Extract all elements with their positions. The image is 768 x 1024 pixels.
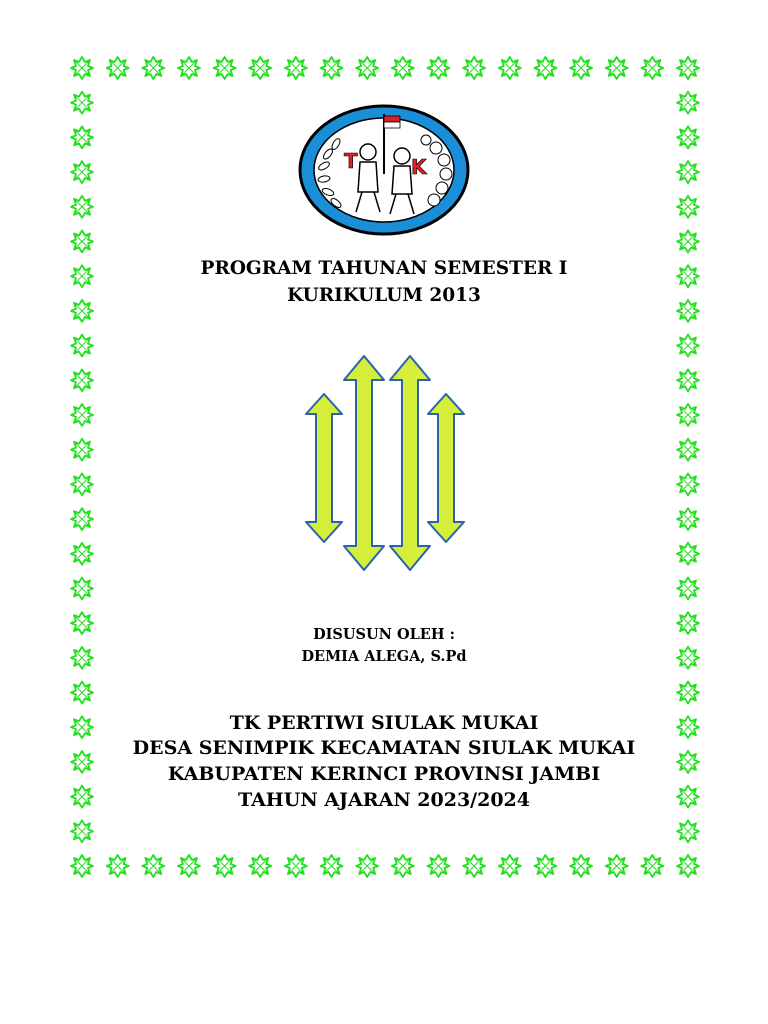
institution-line3: KABUPATEN KERINCI PROVINSI JAMBI — [167, 763, 601, 785]
leaf-icon — [107, 855, 129, 877]
leaf-icon — [534, 57, 556, 79]
leaf-icon — [178, 57, 200, 79]
institution-line1: TK PERTIWI SIULAK MUKAI — [229, 712, 539, 734]
leaf-icon — [677, 335, 699, 357]
leaf-icon — [71, 126, 93, 148]
leaf-icon — [677, 369, 699, 391]
leaf-icon — [142, 57, 164, 79]
leaf-icon — [677, 230, 699, 252]
leaf-icon — [392, 57, 414, 79]
leaf-icon — [677, 57, 699, 79]
leaf-icon — [677, 196, 699, 218]
leaf-icon — [677, 682, 699, 704]
leaf-icon — [71, 196, 93, 218]
decorative-arrows — [300, 350, 470, 575]
leaf-icon — [142, 855, 164, 877]
leaf-icon — [71, 230, 93, 252]
leaf-icon — [71, 404, 93, 426]
author-label: DISUSUN OLEH : — [313, 626, 455, 643]
leaf-icon — [677, 126, 699, 148]
leaf-icon — [499, 57, 521, 79]
logo-letter-k: K — [411, 155, 427, 179]
leaf-icon — [677, 404, 699, 426]
leaf-icon — [285, 855, 307, 877]
leaf-icon — [641, 855, 663, 877]
leaf-icon — [463, 57, 485, 79]
tk-emblem-icon — [298, 104, 470, 236]
leaf-icon — [392, 855, 414, 877]
leaf-icon — [677, 855, 699, 877]
program-title-line1: PROGRAM TAHUNAN SEMESTER I — [200, 258, 568, 279]
leaf-icon — [178, 855, 200, 877]
leaf-icon — [534, 855, 556, 877]
leaf-icon — [499, 855, 521, 877]
leaf-icon — [71, 92, 93, 114]
leaf-icon — [321, 855, 343, 877]
leaf-icon — [249, 57, 271, 79]
leaf-icon — [427, 57, 449, 79]
leaf-icon — [214, 855, 236, 877]
leaf-icon — [677, 473, 699, 495]
leaf-icon — [71, 543, 93, 565]
leaf-icon — [71, 682, 93, 704]
leaf-icon — [641, 57, 663, 79]
leaf-icon — [71, 57, 93, 79]
leaf-icon — [677, 508, 699, 530]
leaf-icon — [356, 855, 378, 877]
leaf-icon — [71, 369, 93, 391]
leaf-icon — [677, 577, 699, 599]
leaf-icon — [71, 820, 93, 842]
program-title-line2: KURIKULUM 2013 — [287, 285, 481, 306]
school-logo — [298, 104, 470, 236]
author-name: DEMIA ALEGA, S.Pd — [301, 648, 467, 665]
leaf-icon — [214, 57, 236, 79]
leaf-icon — [71, 161, 93, 183]
leaf-icon — [570, 57, 592, 79]
leaf-icon — [677, 820, 699, 842]
leaf-icon — [570, 855, 592, 877]
leaf-icon — [463, 855, 485, 877]
leaf-icon — [677, 161, 699, 183]
leaf-icon — [71, 473, 93, 495]
leaf-icon — [71, 577, 93, 599]
leaf-icon — [107, 57, 129, 79]
logo-letter-t: T — [344, 149, 358, 173]
leaf-icon — [606, 57, 628, 79]
leaf-icon — [427, 855, 449, 877]
leaf-icon — [71, 439, 93, 461]
double-arrow-icon — [300, 350, 470, 575]
leaf-icon — [606, 855, 628, 877]
leaf-icon — [356, 57, 378, 79]
leaf-icon — [71, 508, 93, 530]
leaf-icon — [71, 335, 93, 357]
leaf-icon — [677, 92, 699, 114]
leaf-icon — [677, 439, 699, 461]
leaf-icon — [285, 57, 307, 79]
leaf-icon — [249, 855, 271, 877]
leaf-icon — [677, 543, 699, 565]
institution-line2: DESA SENIMPIK KECAMATAN SIULAK MUKAI — [132, 737, 636, 759]
leaf-icon — [71, 855, 93, 877]
institution-line4: TAHUN AJARAN 2023/2024 — [237, 789, 531, 811]
leaf-icon — [321, 57, 343, 79]
